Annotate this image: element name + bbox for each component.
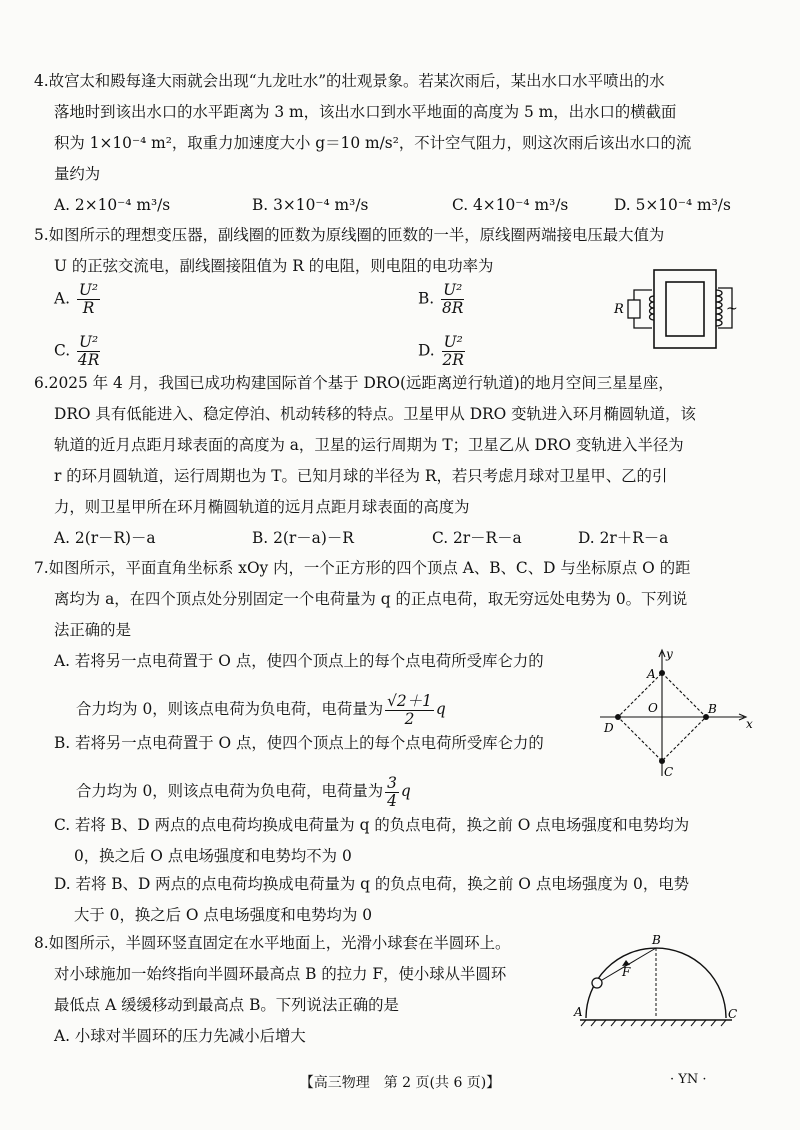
q6-options <box>34 523 740 554</box>
page-footer: 【高三物理 第 2 页(共 6 页)】 <box>299 1075 501 1091</box>
footer-code: · YN · <box>670 1072 707 1087</box>
q7-coordinate-diagram <box>596 646 756 780</box>
q6-line: DRO 具有低能进入、稳定停泊、机动转移的特点。卫星甲从 DRO 变轨进入环月椭圆轨道，该 <box>54 405 696 423</box>
ac-source-label: ~ <box>726 301 738 317</box>
q6-line: r 的环月圆轨道，运行周期也为 T。已知月球的半径为 R，若只考虑月球对卫星甲、乙的引 <box>54 467 668 485</box>
q8-line: 最低点 A 缓缓移动到最高点 B。下列说法正确的是 <box>54 996 399 1014</box>
svg-text:B: B <box>708 702 717 716</box>
question-7 <box>34 553 740 646</box>
q5-option-a: A. $\frac{\text{U²}}{R}$ <box>54 281 99 317</box>
q5-line: 5.如图所示的理想变压器，副线圈的匝数为原线圈的匝数的一半，原线圈两端接电压最大值为 <box>34 226 665 244</box>
q4-line: 积为 1×10⁻⁴ m²，取重力加速度大小 g＝10 m/s²，不计空气阻力，则这次雨后该出水口的流 <box>54 134 692 152</box>
q8-line: 对小球施加一始终指向半圆环最高点 B 的拉力 F，使小球从半圆环 <box>54 965 507 983</box>
q5-option-b: B. $\frac{\text{U²}}{8R}$ <box>418 281 464 317</box>
q6-option-c: C. 2r－R－a <box>432 529 522 547</box>
svg-text:O: O <box>648 701 658 715</box>
svg-text:B: B <box>652 933 661 947</box>
svg-text:D: D <box>604 721 614 735</box>
question-4 <box>34 66 740 221</box>
q7-line: 7.如图所示，平面直角坐标系 xOy 内，一个正方形的四个顶点 A、B、C、D 与坐标原点 O 的距 <box>34 559 691 577</box>
svg-text:C: C <box>728 1007 738 1021</box>
q5-options <box>54 282 594 372</box>
resistor-symbol <box>628 300 640 318</box>
resistor-label: R <box>614 302 624 317</box>
q4-option-b: B. 3×10⁻⁴ m³/s <box>252 196 369 214</box>
q4-line: 落地时到该出水口的水平距离为 3 m，该出水口到水平地面的高度为 5 m，出水口的横截面 <box>54 103 677 121</box>
q7-option-b: B. 若将另一点电荷置于 O 点，使四个顶点上的每个点电荷所受库仑力的 合力均为 0，则该点电荷为负电荷，电荷量为 $\frac{3}{4}$ q <box>54 734 544 810</box>
q8-line: A. 小球对半圆环的压力先减小后增大 <box>54 1027 306 1045</box>
q6-option-a: A. 2(r－R)－a <box>54 529 156 547</box>
q5-line: U 的正弦交流电，副线圈接阻值为 R 的电阻，则电阻的电功率为 <box>54 257 494 275</box>
q7-option-d: D. 若将 B、D 两点的点电荷均换成电荷量为 q 的负点电荷，换之前 O 点电场强度为 0，电势 大于 0，换之后 O 点电场强度和电势均为 0 <box>54 875 690 924</box>
transformer-diagram <box>612 266 738 354</box>
q7-option-c: C. 若将 B、D 两点的点电荷均换成电荷量为 q 的负点电荷，换之前 O 点电场强度和电势均为 0，换之后 O 点电场强度和电势均不为 0 <box>54 816 690 865</box>
q5-option-d: D. $\frac{\text{U²}}{2R}$ <box>418 333 464 369</box>
svg-text:A: A <box>574 1005 583 1019</box>
q7-line: 离均为 a，在四个顶点处分别固定一个电荷量为 q 的正点电荷，取无穷远处电势为 0。下列说 <box>54 590 688 608</box>
svg-text:x: x <box>746 717 753 731</box>
q6-option-b: B. 2(r－a)－R <box>252 529 354 547</box>
q4-option-c: C. 4×10⁻⁴ m³/s <box>452 196 569 214</box>
q5-option-c: C. $\frac{\text{U²}}{4R}$ <box>54 333 100 369</box>
svg-text:C: C <box>664 765 674 779</box>
svg-text:y: y <box>666 647 673 661</box>
q6-option-d: D. 2r＋R－a <box>578 529 669 547</box>
question-6 <box>34 368 740 554</box>
semicircle-diagram <box>568 928 746 1028</box>
q4-options <box>34 190 740 221</box>
q6-line: 轨道的近月点距月球表面的高度为 a，卫星的运行周期为 T；卫星乙从 DRO 变轨进入半径为 <box>54 436 684 454</box>
question-8 <box>34 928 594 1052</box>
q4-line: 量约为 <box>54 165 101 183</box>
q6-line: 6.2025 年 4 月，我国已成功构建国际首个基于 DRO(远距离逆行轨道)的地月空间三星星座， <box>34 374 674 392</box>
q4-option-a: A. 2×10⁻⁴ m³/s <box>54 196 171 214</box>
q8-line: 8.如图所示，半圆环竖直固定在水平地面上，光滑小球套在半圆环上。 <box>34 934 511 952</box>
q4-option-d: D. 5×10⁻⁴ m³/s <box>614 196 731 214</box>
q7-line: 法正确的是 <box>54 621 131 639</box>
q4-line: 4.故宫太和殿每逢大雨就会出现“九龙吐水”的壮观景象。若某次雨后，某出水口水平喷出的水 <box>34 72 665 90</box>
q6-line: 力，则卫星甲所在环月椭圆轨道的远月点距月球表面的高度为 <box>54 498 470 516</box>
svg-text:F: F <box>622 965 631 979</box>
q7-option-a: A. 若将另一点电荷置于 O 点，使四个顶点上的每个点电荷所受库仑力的 合力均为 0，则该点电荷为负电荷，电荷量为 $\frac{√2+1}{2}$ q <box>54 652 544 728</box>
svg-text:A: A <box>647 667 656 681</box>
